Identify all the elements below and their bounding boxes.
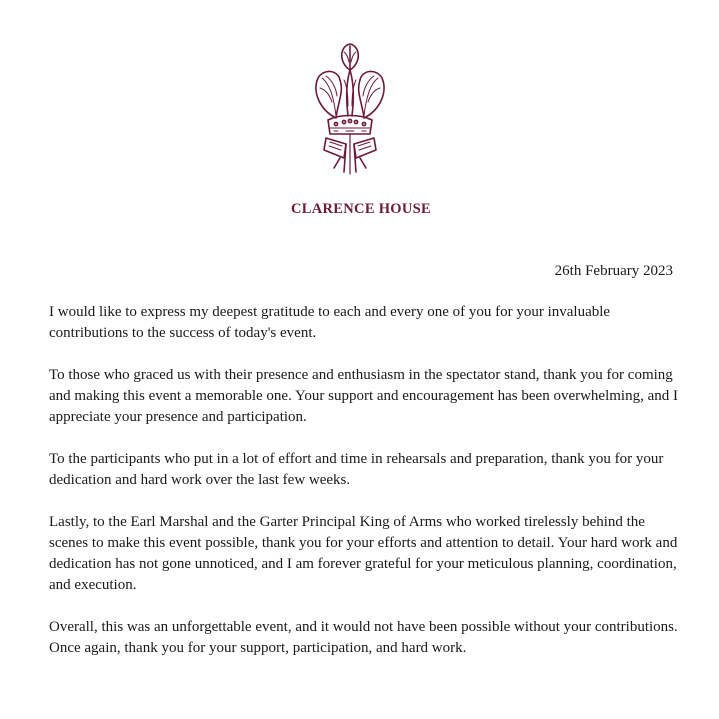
letter-paragraph: Overall, this was an unforgettable event, and it would not have been possible without your contributions. Once again, thank you for your support, participation, and hard work.	[49, 619, 678, 656]
letterhead-house-name: CLARENCE HOUSE	[291, 201, 431, 217]
letter-paragraph: Lastly, to the Earl Marshal and the Garter Principal King of Arms who worked tirelessly behind the scenes to make this event possible, thank you for your efforts and attention to detail. Your hard work and dedication has not gone unnoticed, and I am forever grateful for your meticulous planning, coordination, and execution.	[49, 514, 678, 593]
letter-paragraph: To those who graced us with their presence and enthusiasm in the spectator stand, thank you for coming and making this event a memorable one. Your support and encouragement has been overwhelming, and I appreciate your presence and participation.	[49, 367, 678, 425]
letter-paragraph: I would like to express my deepest gratitude to each and every one of you for your invaluable contributions to the success of today's event.	[49, 304, 611, 341]
prince-of-wales-feathers-icon	[300, 40, 400, 176]
letter-paragraph: To the participants who put in a lot of effort and time in rehearsals and preparation, thank you for your dedication and hard work over the last few weeks.	[49, 451, 664, 488]
letter-date: 26th February 2023	[554, 263, 673, 279]
letter-body	[49, 302, 679, 680]
